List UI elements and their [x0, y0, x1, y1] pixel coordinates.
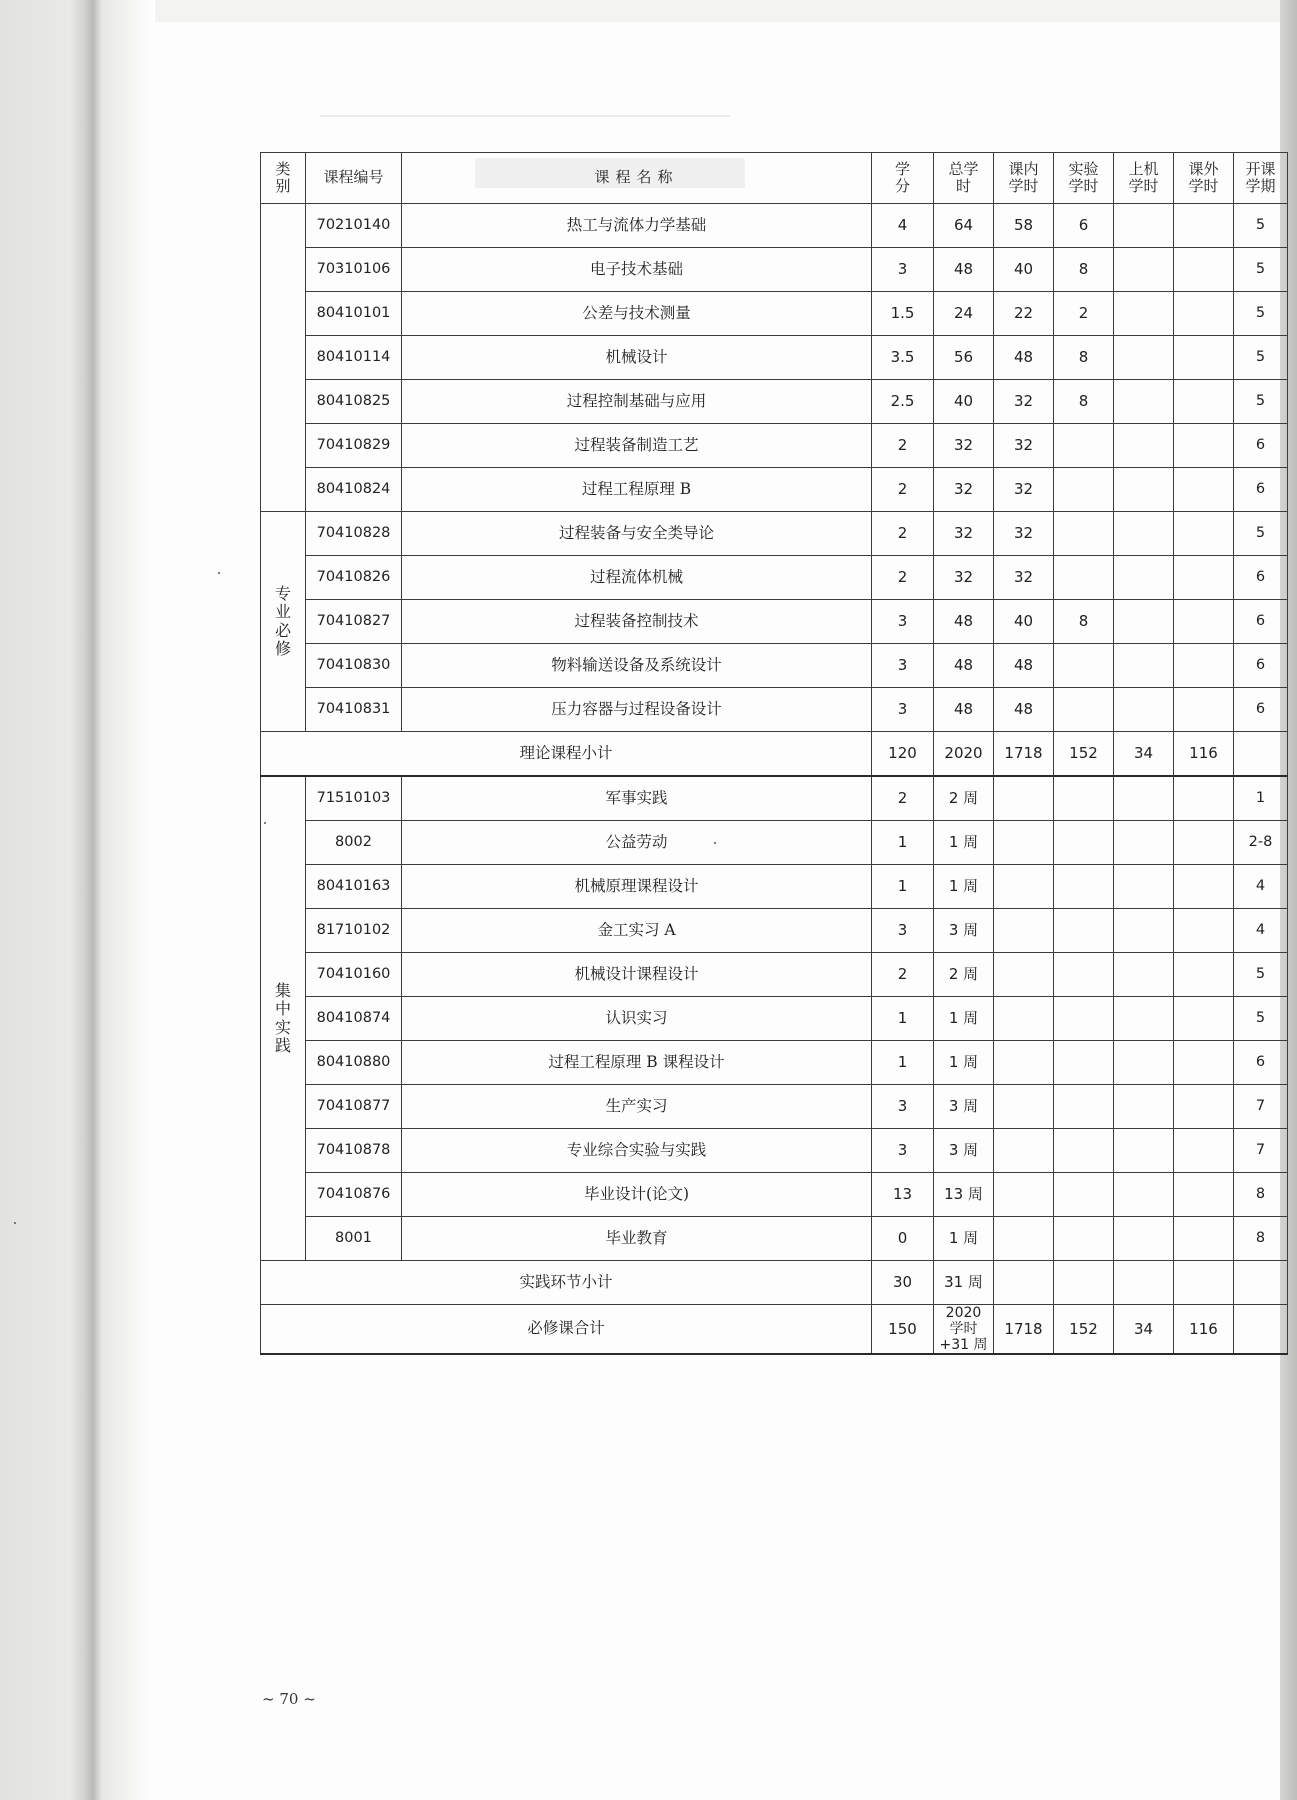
- table-row: [261, 204, 1288, 248]
- course-name-cell: 金工实习 A: [402, 909, 872, 953]
- computer-hours-cell: [1114, 204, 1174, 248]
- course-name-cell: 电子技术基础: [402, 248, 872, 292]
- course-plan-table: [260, 152, 1288, 1355]
- course-code-cell: 80410824: [306, 468, 402, 512]
- computer-hours-cell: [1114, 1041, 1174, 1085]
- computer-hours-cell: [1114, 556, 1174, 600]
- subtotal-row: [261, 1261, 1288, 1305]
- course-name-cell: 毕业设计(论文): [402, 1173, 872, 1217]
- course-code-cell: 70410160: [306, 953, 402, 997]
- course-name-cell: 机械原理课程设计: [402, 865, 872, 909]
- subtotal-label-cell: 理论课程小计: [261, 732, 872, 777]
- course-name-cell: 物料输送设备及系统设计: [402, 644, 872, 688]
- semester-cell: 5: [1234, 997, 1288, 1041]
- computer-hours-cell: [1114, 997, 1174, 1041]
- extra-hours-cell: [1174, 644, 1234, 688]
- computer-hours-cell: [1114, 953, 1174, 997]
- semester-cell: 5: [1234, 953, 1288, 997]
- table-row: [261, 997, 1288, 1041]
- course-code-cell: 80410114: [306, 336, 402, 380]
- credits-cell: 3: [872, 644, 934, 688]
- table-row: [261, 1085, 1288, 1129]
- total-hours-cell: 32: [934, 468, 994, 512]
- computer-hours-cell: [1114, 1261, 1174, 1305]
- header-in-class-hours: 课内学时: [994, 153, 1054, 204]
- lab-hours-cell: [1054, 556, 1114, 600]
- credits-cell: 120: [872, 732, 934, 777]
- computer-hours-cell: [1114, 909, 1174, 953]
- total-hours-cell: 13 周: [934, 1173, 994, 1217]
- extra-hours-cell: 116: [1174, 732, 1234, 777]
- table-row: [261, 556, 1288, 600]
- credits-cell: 2: [872, 424, 934, 468]
- total-hours-cell: 3 周: [934, 909, 994, 953]
- lab-hours-cell: [1054, 1173, 1114, 1217]
- lab-hours-cell: [1054, 776, 1114, 821]
- table-row: [261, 248, 1288, 292]
- course-name-cell: 过程流体机械: [402, 556, 872, 600]
- semester-cell: 5: [1234, 292, 1288, 336]
- semester-cell: 5: [1234, 512, 1288, 556]
- computer-hours-cell: [1114, 1129, 1174, 1173]
- lab-hours-cell: [1054, 1129, 1114, 1173]
- total-hours-cell: 1 周: [934, 865, 994, 909]
- semester-cell: 4: [1234, 865, 1288, 909]
- credits-cell: 3.5: [872, 336, 934, 380]
- semester-cell: 7: [1234, 1085, 1288, 1129]
- computer-hours-cell: [1114, 292, 1174, 336]
- credits-cell: 3: [872, 600, 934, 644]
- credits-cell: 3: [872, 248, 934, 292]
- category-cell: [261, 776, 306, 1261]
- table-body: [261, 204, 1288, 1355]
- total-hours-cell: 3 周: [934, 1129, 994, 1173]
- extra-hours-cell: [1174, 953, 1234, 997]
- in-class-hours-cell: 1718: [994, 732, 1054, 777]
- credits-cell: 0: [872, 1217, 934, 1261]
- lab-hours-cell: [1054, 644, 1114, 688]
- table-row: [261, 644, 1288, 688]
- semester-cell: 6: [1234, 1041, 1288, 1085]
- credits-cell: 13: [872, 1173, 934, 1217]
- category-label: 专业必修: [274, 583, 291, 658]
- total-row: [261, 1305, 1288, 1355]
- course-name-cell: 专业综合实验与实践: [402, 1129, 872, 1173]
- credits-cell: 4: [872, 204, 934, 248]
- semester-cell: [1234, 1261, 1288, 1305]
- course-name-cell: 过程工程原理 B 课程设计: [402, 1041, 872, 1085]
- course-name-cell: 军事实践: [402, 776, 872, 821]
- extra-hours-cell: [1174, 1261, 1234, 1305]
- header-course-code: 课程编号: [306, 153, 402, 204]
- lab-hours-cell: 8: [1054, 336, 1114, 380]
- semester-cell: 5: [1234, 380, 1288, 424]
- table-row: [261, 468, 1288, 512]
- lab-hours-cell: [1054, 953, 1114, 997]
- in-class-hours-cell: [994, 1129, 1054, 1173]
- course-code-cell: 80410874: [306, 997, 402, 1041]
- lab-hours-cell: 152: [1054, 732, 1114, 777]
- in-class-hours-cell: [994, 1041, 1054, 1085]
- lab-hours-cell: 152: [1054, 1305, 1114, 1355]
- table-row: [261, 512, 1288, 556]
- header-computer-hours: 上机学时: [1114, 153, 1174, 204]
- lab-hours-cell: 8: [1054, 380, 1114, 424]
- extra-hours-cell: [1174, 909, 1234, 953]
- semester-cell: 6: [1234, 468, 1288, 512]
- lab-hours-cell: 2: [1054, 292, 1114, 336]
- total-label-cell: 必修课合计: [261, 1305, 872, 1355]
- course-name-cell: 压力容器与过程设备设计: [402, 688, 872, 732]
- total-hours-cell: 1 周: [934, 997, 994, 1041]
- category-label: 集中实践: [274, 980, 291, 1055]
- extra-hours-cell: [1174, 468, 1234, 512]
- extra-hours-cell: [1174, 424, 1234, 468]
- computer-hours-cell: [1114, 248, 1174, 292]
- total-hours-cell: 48: [934, 248, 994, 292]
- total-hours-cell: 2 周: [934, 953, 994, 997]
- course-code-cell: 70410828: [306, 512, 402, 556]
- course-code-cell: 70410878: [306, 1129, 402, 1173]
- table-row: [261, 424, 1288, 468]
- semester-cell: 1: [1234, 776, 1288, 821]
- extra-hours-cell: [1174, 1173, 1234, 1217]
- credits-cell: 2: [872, 556, 934, 600]
- credits-cell: 1: [872, 1041, 934, 1085]
- course-code-cell: 70210140: [306, 204, 402, 248]
- semester-cell: 8: [1234, 1217, 1288, 1261]
- in-class-hours-cell: [994, 1261, 1054, 1305]
- total-hours-cell: 40: [934, 380, 994, 424]
- total-hours-cell: 2 周: [934, 776, 994, 821]
- table-row: [261, 1129, 1288, 1173]
- in-class-hours-cell: 32: [994, 380, 1054, 424]
- extra-hours-cell: [1174, 1085, 1234, 1129]
- credits-cell: 2: [872, 512, 934, 556]
- course-code-cell: 70410827: [306, 600, 402, 644]
- credits-cell: 1: [872, 821, 934, 865]
- semester-cell: 6: [1234, 644, 1288, 688]
- computer-hours-cell: [1114, 380, 1174, 424]
- course-name-cell: 过程工程原理 B: [402, 468, 872, 512]
- lab-hours-cell: [1054, 688, 1114, 732]
- total-hours-cell: 64: [934, 204, 994, 248]
- course-code-cell: 70410830: [306, 644, 402, 688]
- in-class-hours-cell: 58: [994, 204, 1054, 248]
- lab-hours-cell: [1054, 1041, 1114, 1085]
- in-class-hours-cell: 1718: [994, 1305, 1054, 1355]
- extra-hours-cell: [1174, 776, 1234, 821]
- table-row: [261, 865, 1288, 909]
- total-hours-cell: [934, 1305, 994, 1355]
- in-class-hours-cell: 32: [994, 512, 1054, 556]
- total-hours-line: 学时: [949, 1321, 978, 1338]
- total-hours-cell: 32: [934, 556, 994, 600]
- course-name-cell: 生产实习: [402, 1085, 872, 1129]
- in-class-hours-cell: [994, 821, 1054, 865]
- extra-hours-cell: 116: [1174, 1305, 1234, 1355]
- credits-cell: 3: [872, 909, 934, 953]
- course-name-cell: 热工与流体力学基础: [402, 204, 872, 248]
- extra-hours-cell: [1174, 600, 1234, 644]
- course-code-cell: 70410877: [306, 1085, 402, 1129]
- lab-hours-cell: [1054, 865, 1114, 909]
- credits-cell: 2: [872, 953, 934, 997]
- table-row: [261, 380, 1288, 424]
- in-class-hours-cell: 48: [994, 336, 1054, 380]
- semester-cell: 5: [1234, 248, 1288, 292]
- extra-hours-cell: [1174, 512, 1234, 556]
- header-semester: 开课学期: [1234, 153, 1288, 204]
- total-hours-cell: 3 周: [934, 1085, 994, 1129]
- semester-cell: 8: [1234, 1173, 1288, 1217]
- lab-hours-cell: [1054, 1085, 1114, 1129]
- in-class-hours-cell: [994, 909, 1054, 953]
- credits-cell: 2: [872, 468, 934, 512]
- table-row: [261, 1217, 1288, 1261]
- semester-cell: 6: [1234, 688, 1288, 732]
- total-hours-cell: 48: [934, 644, 994, 688]
- credits-cell: 3: [872, 1129, 934, 1173]
- lab-hours-cell: [1054, 512, 1114, 556]
- book-binding-shadow: [0, 0, 155, 1800]
- extra-hours-cell: [1174, 821, 1234, 865]
- in-class-hours-cell: 32: [994, 556, 1054, 600]
- course-code-cell: 81710102: [306, 909, 402, 953]
- table-row: [261, 688, 1288, 732]
- scan-speck: [14, 1222, 16, 1224]
- semester-cell: [1234, 1305, 1288, 1355]
- category-cell: [261, 512, 306, 732]
- credits-cell: 1.5: [872, 292, 934, 336]
- extra-hours-cell: [1174, 1217, 1234, 1261]
- total-hours-line: +31 周: [939, 1337, 988, 1354]
- total-hours-cell: 56: [934, 336, 994, 380]
- in-class-hours-cell: [994, 997, 1054, 1041]
- credits-cell: 150: [872, 1305, 934, 1355]
- computer-hours-cell: [1114, 776, 1174, 821]
- table-row: [261, 292, 1288, 336]
- lab-hours-cell: [1054, 1217, 1114, 1261]
- lab-hours-cell: [1054, 468, 1114, 512]
- credits-cell: 3: [872, 688, 934, 732]
- lab-hours-cell: [1054, 424, 1114, 468]
- in-class-hours-cell: 40: [994, 248, 1054, 292]
- in-class-hours-cell: [994, 1085, 1054, 1129]
- computer-hours-cell: 34: [1114, 1305, 1174, 1355]
- total-hours-line: 2020: [945, 1305, 982, 1321]
- in-class-hours-cell: 32: [994, 424, 1054, 468]
- semester-cell: 2-8: [1234, 821, 1288, 865]
- header-lab-hours: 实验学时: [1054, 153, 1114, 204]
- credits-cell: 1: [872, 865, 934, 909]
- course-code-cell: 80410101: [306, 292, 402, 336]
- course-name-cell: 过程装备与安全类导论: [402, 512, 872, 556]
- in-class-hours-cell: [994, 776, 1054, 821]
- course-name-cell: 机械设计课程设计: [402, 953, 872, 997]
- computer-hours-cell: [1114, 336, 1174, 380]
- computer-hours-cell: [1114, 1173, 1174, 1217]
- table-row: [261, 600, 1288, 644]
- page-number: ~ 70 ~: [262, 1690, 316, 1708]
- lab-hours-cell: 8: [1054, 600, 1114, 644]
- computer-hours-cell: [1114, 512, 1174, 556]
- extra-hours-cell: [1174, 248, 1234, 292]
- subtotal-label-cell: 实践环节小计: [261, 1261, 872, 1305]
- in-class-hours-cell: 48: [994, 644, 1054, 688]
- extra-hours-cell: [1174, 336, 1234, 380]
- course-name-cell: 过程装备控制技术: [402, 600, 872, 644]
- extra-hours-cell: [1174, 204, 1234, 248]
- total-hours-cell: 1 周: [934, 821, 994, 865]
- credits-cell: 2: [872, 776, 934, 821]
- credits-cell: 30: [872, 1261, 934, 1305]
- computer-hours-cell: [1114, 865, 1174, 909]
- total-hours-cell: 1 周: [934, 1041, 994, 1085]
- total-hours-cell: 24: [934, 292, 994, 336]
- lab-hours-cell: [1054, 909, 1114, 953]
- total-hours-cell: 31 周: [934, 1261, 994, 1305]
- scan-speck: [714, 842, 716, 844]
- course-code-cell: 71510103: [306, 776, 402, 821]
- computer-hours-cell: [1114, 468, 1174, 512]
- course-code-cell: 70310106: [306, 248, 402, 292]
- computer-hours-cell: [1114, 821, 1174, 865]
- course-name-cell: 过程装备制造工艺: [402, 424, 872, 468]
- credits-cell: 2.5: [872, 380, 934, 424]
- course-code-cell: 80410880: [306, 1041, 402, 1085]
- lab-hours-cell: [1054, 821, 1114, 865]
- course-name-cell: 毕业教育: [402, 1217, 872, 1261]
- extra-hours-cell: [1174, 380, 1234, 424]
- header-course-name: 课程名称: [402, 153, 872, 204]
- extra-hours-cell: [1174, 556, 1234, 600]
- table-row: [261, 909, 1288, 953]
- course-code-cell: 8002: [306, 821, 402, 865]
- total-hours-cell: 48: [934, 600, 994, 644]
- course-code-cell: 70410829: [306, 424, 402, 468]
- lab-hours-cell: [1054, 997, 1114, 1041]
- in-class-hours-cell: 32: [994, 468, 1054, 512]
- semester-cell: 4: [1234, 909, 1288, 953]
- total-hours-cell: 48: [934, 688, 994, 732]
- computer-hours-cell: [1114, 1217, 1174, 1261]
- bleed-through-line: [320, 105, 730, 117]
- computer-hours-cell: [1114, 424, 1174, 468]
- in-class-hours-cell: [994, 865, 1054, 909]
- course-code-cell: 70410876: [306, 1173, 402, 1217]
- semester-cell: 7: [1234, 1129, 1288, 1173]
- extra-hours-cell: [1174, 865, 1234, 909]
- course-code-cell: 80410825: [306, 380, 402, 424]
- extra-hours-cell: [1174, 1129, 1234, 1173]
- semester-cell: 6: [1234, 600, 1288, 644]
- header-total-hours: 总学时: [934, 153, 994, 204]
- subtotal-row: [261, 732, 1288, 777]
- extra-hours-cell: [1174, 292, 1234, 336]
- computer-hours-cell: [1114, 1085, 1174, 1129]
- course-code-cell: 8001: [306, 1217, 402, 1261]
- semester-cell: 5: [1234, 336, 1288, 380]
- table-row: [261, 1041, 1288, 1085]
- computer-hours-cell: [1114, 644, 1174, 688]
- in-class-hours-cell: [994, 953, 1054, 997]
- table-row: [261, 1173, 1288, 1217]
- in-class-hours-cell: 48: [994, 688, 1054, 732]
- computer-hours-cell: [1114, 688, 1174, 732]
- lab-hours-cell: 8: [1054, 248, 1114, 292]
- header-extra-hours: 课外学时: [1174, 153, 1234, 204]
- in-class-hours-cell: 22: [994, 292, 1054, 336]
- scan-speck: [218, 572, 220, 574]
- course-name-cell: 过程控制基础与应用: [402, 380, 872, 424]
- total-hours-cell: 32: [934, 512, 994, 556]
- table-header-row: [261, 153, 1288, 204]
- lab-hours-cell: 6: [1054, 204, 1114, 248]
- course-name-cell: 认识实习: [402, 997, 872, 1041]
- semester-cell: [1234, 732, 1288, 777]
- in-class-hours-cell: [994, 1217, 1054, 1261]
- in-class-hours-cell: [994, 1173, 1054, 1217]
- course-code-cell: 70410831: [306, 688, 402, 732]
- computer-hours-cell: [1114, 600, 1174, 644]
- semester-cell: 5: [1234, 204, 1288, 248]
- semester-cell: 6: [1234, 424, 1288, 468]
- semester-cell: 6: [1234, 556, 1288, 600]
- total-hours-cell: 1 周: [934, 1217, 994, 1261]
- extra-hours-cell: [1174, 688, 1234, 732]
- scan-speck: [264, 822, 266, 824]
- lab-hours-cell: [1054, 1261, 1114, 1305]
- total-hours-cell: 32: [934, 424, 994, 468]
- course-code-cell: 70410826: [306, 556, 402, 600]
- total-hours-cell: 2020: [934, 732, 994, 777]
- course-name-cell: 公益劳动: [402, 821, 872, 865]
- in-class-hours-cell: 40: [994, 600, 1054, 644]
- table-row: [261, 821, 1288, 865]
- course-name-cell: 公差与技术测量: [402, 292, 872, 336]
- course-name-cell: 机械设计: [402, 336, 872, 380]
- computer-hours-cell: 34: [1114, 732, 1174, 777]
- table-row: [261, 336, 1288, 380]
- header-credits: 学分: [872, 153, 934, 204]
- course-code-cell: 80410163: [306, 865, 402, 909]
- extra-hours-cell: [1174, 1041, 1234, 1085]
- table-row: [261, 776, 1288, 821]
- header-category: 类别: [261, 153, 306, 204]
- extra-hours-cell: [1174, 997, 1234, 1041]
- credits-cell: 3: [872, 1085, 934, 1129]
- category-cell: [261, 204, 306, 512]
- table-row: [261, 953, 1288, 997]
- credits-cell: 1: [872, 997, 934, 1041]
